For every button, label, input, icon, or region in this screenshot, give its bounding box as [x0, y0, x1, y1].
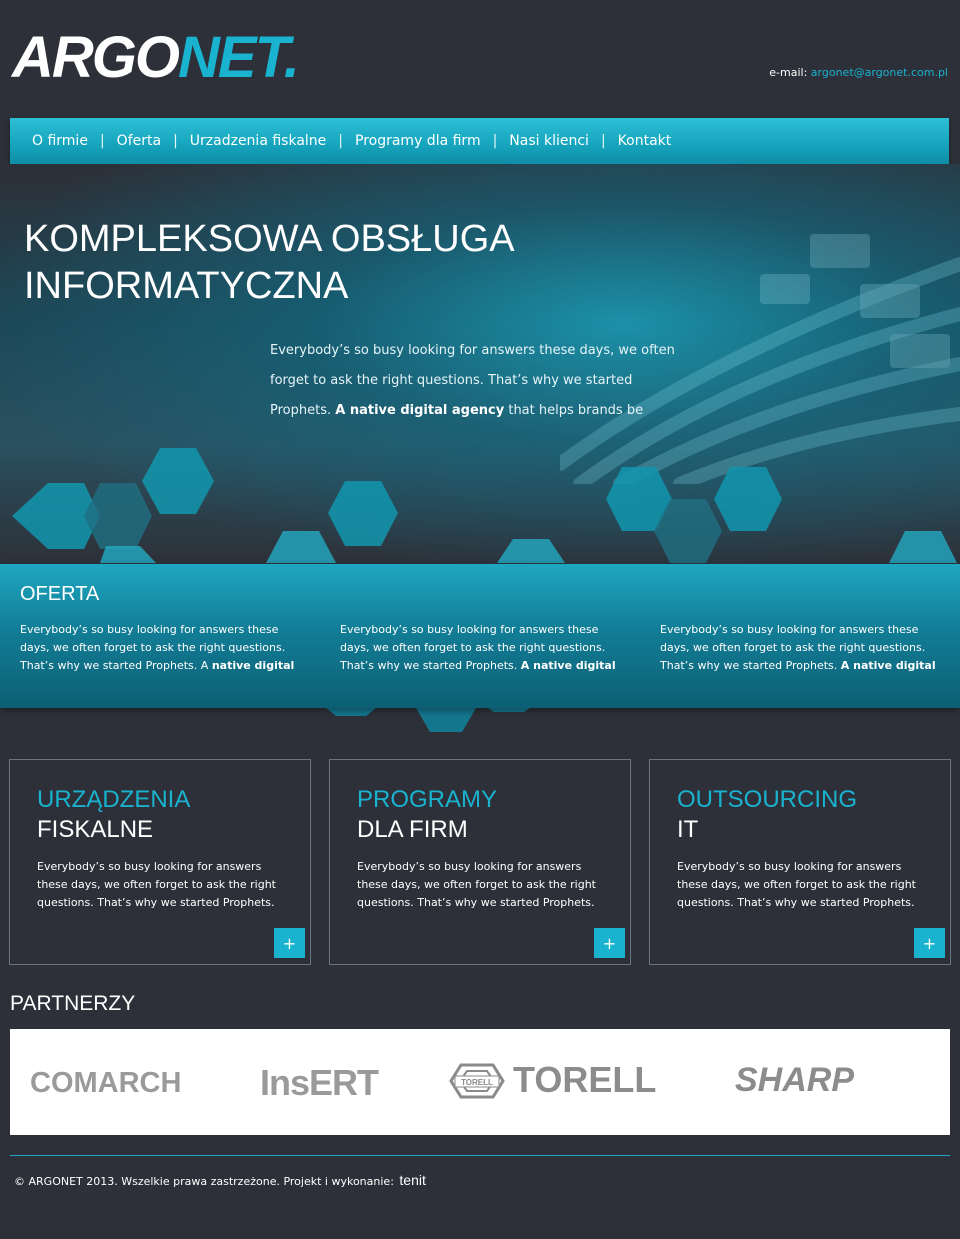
argonet-logo[interactable]	[12, 25, 298, 90]
oferta-col-highlight: native digital	[211, 659, 295, 672]
hero-text-line2: forget to ask the right questions. That’s why we started	[270, 373, 633, 388]
oferta-section	[0, 564, 960, 708]
nav-separator: |	[99, 133, 105, 149]
service-box-text-line1: Everybody’s so busy looking for answers	[37, 860, 262, 873]
service-box-text-line1: Everybody’s so busy looking for answers	[677, 860, 902, 873]
hero-title	[24, 216, 515, 310]
footer-credit-link[interactable]: tenit	[399, 1172, 426, 1188]
oferta-col-line3	[660, 657, 950, 675]
nav-item-oferta[interactable]: Oferta	[116, 133, 162, 149]
nav-item-kontakt[interactable]: Kontakt	[617, 133, 672, 149]
nav-item-nasi-klienci[interactable]: Nasi klienci	[509, 133, 589, 149]
footer-divider	[10, 1155, 950, 1156]
nav-item-o-firmie[interactable]: O firmie	[32, 133, 88, 149]
logo-text-argo: ARGO	[12, 25, 178, 90]
hero-text-highlight: A native digital agency	[335, 403, 505, 418]
oferta-col-highlight: A native digital	[520, 659, 616, 672]
hero-title-line1: KOMPLEKSOWA OBSŁUGA	[24, 218, 515, 260]
hero-banner	[0, 164, 960, 564]
oferta-title: OFERTA	[20, 583, 100, 605]
nav-item-urzadzenia-fiskalne[interactable]: Urzadzenia fiskalne	[189, 133, 327, 149]
comarch-logo[interactable]: COMARCH	[30, 1067, 182, 1099]
nav-separator: |	[338, 133, 343, 149]
oferta-col-line3	[340, 657, 630, 675]
hero-text-line1: Everybody’s so busy looking for answers these days, we often	[270, 343, 675, 358]
service-box-text	[37, 858, 292, 912]
service-box-text-line2: these days, we often forget to ask the right	[357, 878, 596, 891]
service-box-title-accent: PROGRAMY	[357, 786, 498, 813]
nav-separator: |	[492, 133, 498, 149]
service-box-text-line1: Everybody’s so busy looking for answers	[357, 860, 582, 873]
nav-separator: |	[173, 133, 178, 149]
insert-logo[interactable]: InsERT	[260, 1062, 379, 1103]
hero-text-line3	[270, 396, 720, 426]
service-box-title-accent: URZĄDZENIA	[37, 786, 191, 813]
service-box-title: IT	[677, 816, 699, 843]
service-box-title: FISKALNE	[37, 816, 154, 843]
nav-item-programy-dla-firm[interactable]: Programy dla firm	[355, 133, 481, 149]
oferta-col-line3-a: That’s why we started Prophets.	[340, 659, 518, 672]
oferta-column	[660, 621, 950, 675]
email-label: e-mail:	[769, 66, 808, 79]
hero-text-line3-a: Prophets.	[270, 403, 332, 418]
main-navigation	[10, 118, 949, 164]
oferta-col-line2: days, we often forget to ask the right questions.	[20, 641, 286, 654]
logo-text-net: NET.	[178, 25, 298, 90]
footer	[14, 1172, 426, 1188]
service-box-text-line2: these days, we often forget to ask the right	[677, 878, 916, 891]
service-box-text-line2: these days, we often forget to ask the right	[37, 878, 276, 891]
hero-text-line3-c: that helps brands be	[508, 403, 644, 418]
torell-emblem-text: TORELL	[461, 1078, 493, 1087]
hero-description	[270, 336, 720, 426]
header-email	[769, 66, 948, 79]
oferta-col-line3-a: That’s why we started Prophets.	[660, 659, 838, 672]
oferta-col-line1: Everybody’s so busy looking for answers these	[660, 623, 919, 636]
sharp-logo[interactable]: SHARP	[735, 1061, 855, 1099]
torell-wordmark: TORELL	[513, 1059, 657, 1100]
partners-title: PARTNERZY	[10, 992, 136, 1015]
oferta-col-line1: Everybody’s so busy looking for answers these	[20, 623, 279, 636]
oferta-col-line1: Everybody’s so busy looking for answers these	[340, 623, 599, 636]
service-box-title-accent: OUTSOURCING	[677, 786, 857, 813]
email-link[interactable]: argonet@argonet.com.pl	[810, 66, 948, 79]
oferta-column	[340, 621, 630, 675]
service-box-text-line3: questions. That’s why we started Prophets.	[677, 896, 915, 909]
service-box-programy-dla-firm	[329, 759, 631, 965]
partners-logos	[10, 1029, 950, 1135]
oferta-col-line2: days, we often forget to ask the right questions.	[660, 641, 926, 654]
oferta-col-highlight: A native digital	[840, 659, 936, 672]
oferta-col-line2: days, we often forget to ask the right questions.	[340, 641, 606, 654]
service-box-text	[357, 858, 612, 912]
oferta-col-line3	[20, 657, 310, 675]
service-box-outsourcing-it	[649, 759, 951, 965]
hero-title-line2: INFORMATYCZNA	[24, 265, 349, 307]
service-box-text-line3: questions. That’s why we started Prophets.	[37, 896, 275, 909]
plus-button[interactable]: +	[274, 928, 305, 958]
service-box-urzadzenia-fiskalne	[9, 759, 311, 965]
footer-copyright: © ARGONET 2013. Wszelkie prawa zastrzeżone. Projekt i wykonanie:	[14, 1175, 394, 1188]
service-box-title: DLA FIRM	[357, 816, 468, 843]
torell-emblem-icon	[447, 1059, 507, 1103]
oferta-column	[20, 621, 310, 675]
plus-button[interactable]: +	[914, 928, 945, 958]
plus-button[interactable]: +	[594, 928, 625, 958]
service-box-text	[677, 858, 932, 912]
oferta-col-line3-a: That’s why we started Prophets. A	[20, 659, 209, 672]
torell-logo[interactable]	[447, 1059, 687, 1103]
nav-separator: |	[600, 133, 606, 149]
service-box-text-line3: questions. That’s why we started Prophets.	[357, 896, 595, 909]
